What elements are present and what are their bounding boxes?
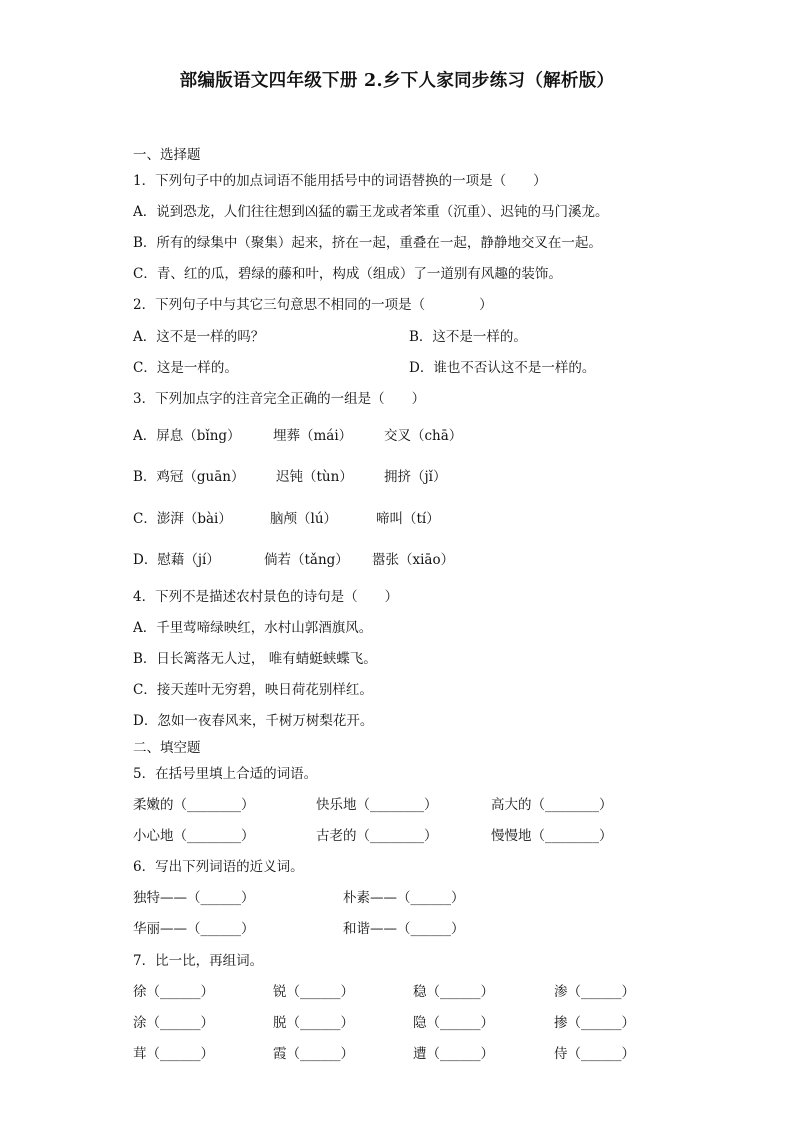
question-3-option-b-3: 拥挤（jǐ） (384, 469, 447, 485)
question-3-option-a-1: A．屏息（bǐng） (133, 428, 241, 444)
question-7-item: 隐（______） (413, 1015, 494, 1031)
question-3-option-d-2: 倘若（tǎng） (264, 552, 349, 568)
question-1-option-c: C．青、红的瓜，碧绿的藤和叶，构成（组成）了一道别有风趣的装饰。 (133, 266, 562, 282)
question-7-item: 霞（______） (273, 1046, 354, 1062)
question-5-stem: 5．在括号里填上合适的词语。 (133, 766, 318, 782)
question-5-item: 小心地（________） (133, 828, 255, 844)
question-3-option-c-1: C．澎湃（bài） (133, 511, 232, 527)
question-1-option-b: B．所有的绿集中（聚集）起来，挤在一起，重叠在一起，静静地交叉在一起。 (133, 235, 602, 251)
question-6-stem: 6．写出下列词语的近义词。 (133, 859, 304, 875)
question-4-stem: 4．下列不是描述农村景色的诗句是（ ） (133, 589, 399, 605)
question-2-option-d: D．谁也不否认这不是一样的。 (409, 360, 596, 376)
question-7-item: 涂（______） (133, 1015, 214, 1031)
page-title: 部编版语文四年级下册 2.乡下人家同步练习（解析版） (179, 71, 615, 91)
question-4-option-c: C．接天莲叶无穷碧，映日荷花别样红。 (133, 682, 373, 698)
question-3-option-b-1: B．鸡冠（guān） (133, 469, 245, 485)
question-4-option-b: B．日长篱落无人过， 唯有蜻蜓蛱蝶飞。 (133, 651, 377, 667)
question-7-item: 遭（______） (413, 1046, 494, 1062)
question-3-option-d-3: 嚣张（xiāo） (372, 552, 455, 568)
question-7-stem: 7．比一比，再组词。 (133, 953, 264, 969)
question-5-item: 古老的（________） (316, 828, 438, 844)
question-3-option-b-2: 迟钝（tùn） (276, 469, 353, 485)
question-2-option-b: B．这不是一样的。 (409, 329, 527, 345)
question-1-option-a: A．说到恐龙，人们往往想到凶猛的霸王龙或者笨重（沉重）、迟钝的马门溪龙。 (133, 204, 609, 220)
question-7-item: 掺（______） (554, 1015, 635, 1031)
question-1-stem: 1．下列句子中的加点词语不能用括号中的词语替换的一项是（ ） (133, 173, 547, 189)
question-7-item: 渗（______） (554, 984, 635, 1000)
question-7-item: 稳（______） (413, 984, 494, 1000)
question-7-item: 侍（______） (554, 1046, 635, 1062)
question-3-option-a-2: 埋葬（mái） (273, 428, 353, 444)
question-6-item: 和谐——（______） (343, 921, 465, 937)
section-heading-choice: 一、选择题 (133, 147, 201, 163)
question-3-option-c-3: 啼叫（tí） (376, 511, 440, 527)
question-2-stem: 2．下列句子中与其它三句意思不相同的一项是（ ） (133, 297, 493, 313)
question-2-option-a: A．这不是一样的吗？ (133, 329, 265, 345)
question-5-item: 柔嫩的（________） (133, 797, 255, 813)
question-7-item: 徐（______） (133, 984, 214, 1000)
question-3-option-a-3: 交叉（chā） (384, 428, 463, 444)
question-5-item: 快乐地（________） (316, 797, 438, 813)
question-7-item: 锐（______） (273, 984, 354, 1000)
question-4-option-d: D．忽如一夜春风来，千树万树梨花开。 (133, 713, 374, 729)
question-5-item: 慢慢地（________） (491, 828, 613, 844)
question-7-item: 脱（______） (273, 1015, 354, 1031)
question-7-item: 茸（______） (133, 1046, 214, 1062)
question-6-item: 朴素——（______） (343, 890, 465, 906)
question-3-stem: 3．下列加点字的注音完全正确的一组是（ ） (133, 391, 426, 407)
question-3-option-c-2: 脑颅（lú） (270, 511, 338, 527)
question-4-option-a: A．千里莺啼绿映红，水村山郭酒旗风。 (133, 620, 373, 636)
section-heading-fill: 二、填空题 (133, 740, 201, 756)
question-2-option-c: C．这是一样的。 (133, 360, 238, 376)
question-5-item: 高大的（________） (491, 797, 613, 813)
question-6-item: 华丽——（______） (133, 921, 255, 937)
question-6-item: 独特——（______） (133, 890, 255, 906)
question-3-option-d-1: D．慰藉（jí） (133, 552, 220, 568)
